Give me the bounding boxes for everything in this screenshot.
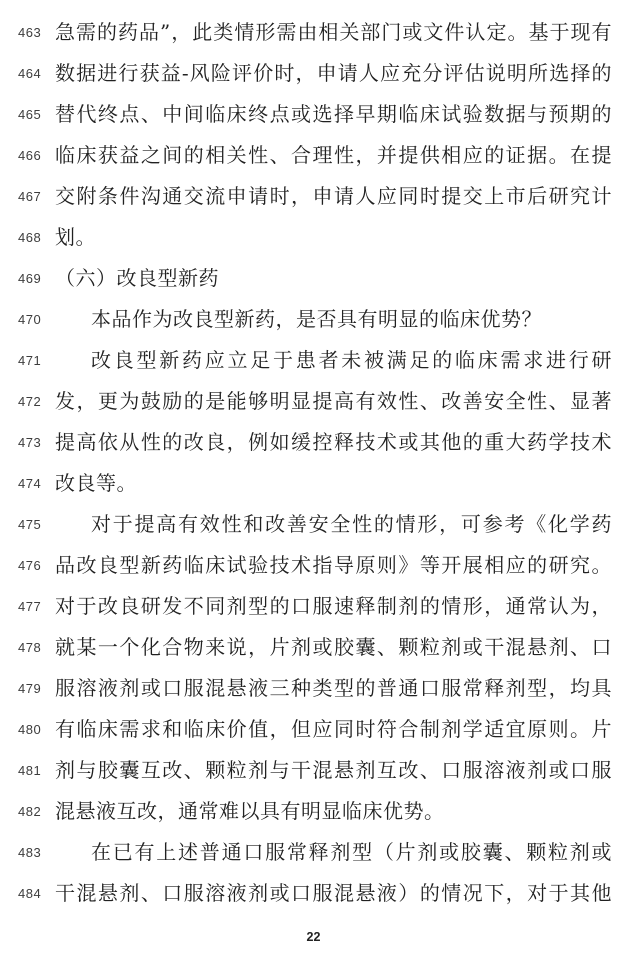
line-text: 本品作为改良型新药，是否具有明显的临床优势？ — [91, 308, 542, 331]
line-number: 477 — [18, 599, 42, 614]
document-line — [0, 135, 627, 176]
line-number: 479 — [18, 681, 42, 696]
document-line — [0, 422, 627, 463]
line-number: 474 — [18, 476, 42, 491]
line-number: 463 — [18, 25, 42, 40]
document-line — [0, 94, 627, 135]
document-line — [0, 504, 627, 545]
line-text: （六）改良型新药 — [55, 267, 219, 290]
line-text: 品改良型新药临床试验技术指导原则》等开展相应的研究。 — [55, 554, 612, 577]
line-text: 干混悬剂、口服溶液剂或口服混悬液）的情况下，对于其他 — [55, 882, 612, 905]
line-text: 改良等。 — [55, 472, 137, 495]
line-text: 提高依从性的改良，例如缓控释技术或其他的重大药学技术 — [55, 431, 612, 454]
line-text: 对于改良研发不同剂型的口服速释制剂的情形，通常认为， — [55, 595, 612, 618]
line-text: 就某一个化合物来说，片剂或胶囊、颗粒剂或干混悬剂、口 — [55, 636, 612, 659]
line-list — [0, 12, 627, 914]
page-number: 22 — [306, 930, 321, 944]
line-text: 在已有上述普通口服常释剂型（片剂或胶囊、颗粒剂或 — [91, 841, 612, 864]
line-text: 发，更为鼓励的是能够明显提高有效性、改善安全性、显著 — [55, 390, 612, 413]
line-number: 469 — [18, 271, 42, 286]
line-text: 交附条件沟通交流申请时，申请人应同时提交上市后研究计 — [55, 185, 612, 208]
line-number: 473 — [18, 435, 42, 450]
document-line — [0, 832, 627, 873]
line-number: 475 — [18, 517, 42, 532]
line-text: 有临床需求和临床价值，但应同时符合制剂学适宜原则。片 — [55, 718, 612, 741]
line-text: 临床获益之间的相关性、合理性，并提供相应的证据。在提 — [55, 144, 612, 167]
line-number: 481 — [18, 763, 42, 778]
line-number: 464 — [18, 66, 42, 81]
document-line — [0, 791, 627, 832]
document-line — [0, 545, 627, 586]
line-number: 484 — [18, 886, 42, 901]
line-number: 467 — [18, 189, 42, 204]
document-line — [0, 463, 627, 504]
line-number: 472 — [18, 394, 42, 409]
document-line — [0, 217, 627, 258]
document-line — [0, 627, 627, 668]
document-line — [0, 586, 627, 627]
line-number: 470 — [18, 312, 42, 327]
document-line — [0, 258, 627, 299]
document-line — [0, 176, 627, 217]
line-number: 466 — [18, 148, 42, 163]
line-text: 数据进行获益-风险评价时，申请人应充分评估说明所选择的 — [55, 62, 612, 85]
line-number: 468 — [18, 230, 42, 245]
line-number: 471 — [18, 353, 42, 368]
line-text: 改良型新药应立足于患者未被满足的临床需求进行研 — [91, 349, 612, 372]
document-line — [0, 12, 627, 53]
line-number: 476 — [18, 558, 42, 573]
line-text: 服溶液剂或口服混悬液三种类型的普通口服常释剂型，均具 — [55, 677, 612, 700]
line-text: 划。 — [55, 226, 96, 249]
document-line — [0, 299, 627, 340]
line-text: 替代终点、中间临床终点或选择早期临床试验数据与预期的 — [55, 103, 612, 126]
line-text: 对于提高有效性和改善安全性的情形，可参考《化学药 — [91, 513, 612, 536]
line-number: 483 — [18, 845, 42, 860]
line-number: 482 — [18, 804, 42, 819]
line-number: 465 — [18, 107, 42, 122]
document-line — [0, 668, 627, 709]
document-line — [0, 381, 627, 422]
line-number: 478 — [18, 640, 42, 655]
line-text: 混悬液互改，通常难以具有明显临床优势。 — [55, 800, 445, 823]
document-line — [0, 340, 627, 381]
line-text: 剂与胶囊互改、颗粒剂与干混悬剂互改、口服溶液剂或口服 — [55, 759, 612, 782]
document-line — [0, 750, 627, 791]
line-text: 急需的药品”，此类情形需由相关部门或文件认定。基于现有 — [55, 21, 612, 44]
line-number: 480 — [18, 722, 42, 737]
document-line — [0, 873, 627, 914]
document-line — [0, 709, 627, 750]
document-line — [0, 53, 627, 94]
